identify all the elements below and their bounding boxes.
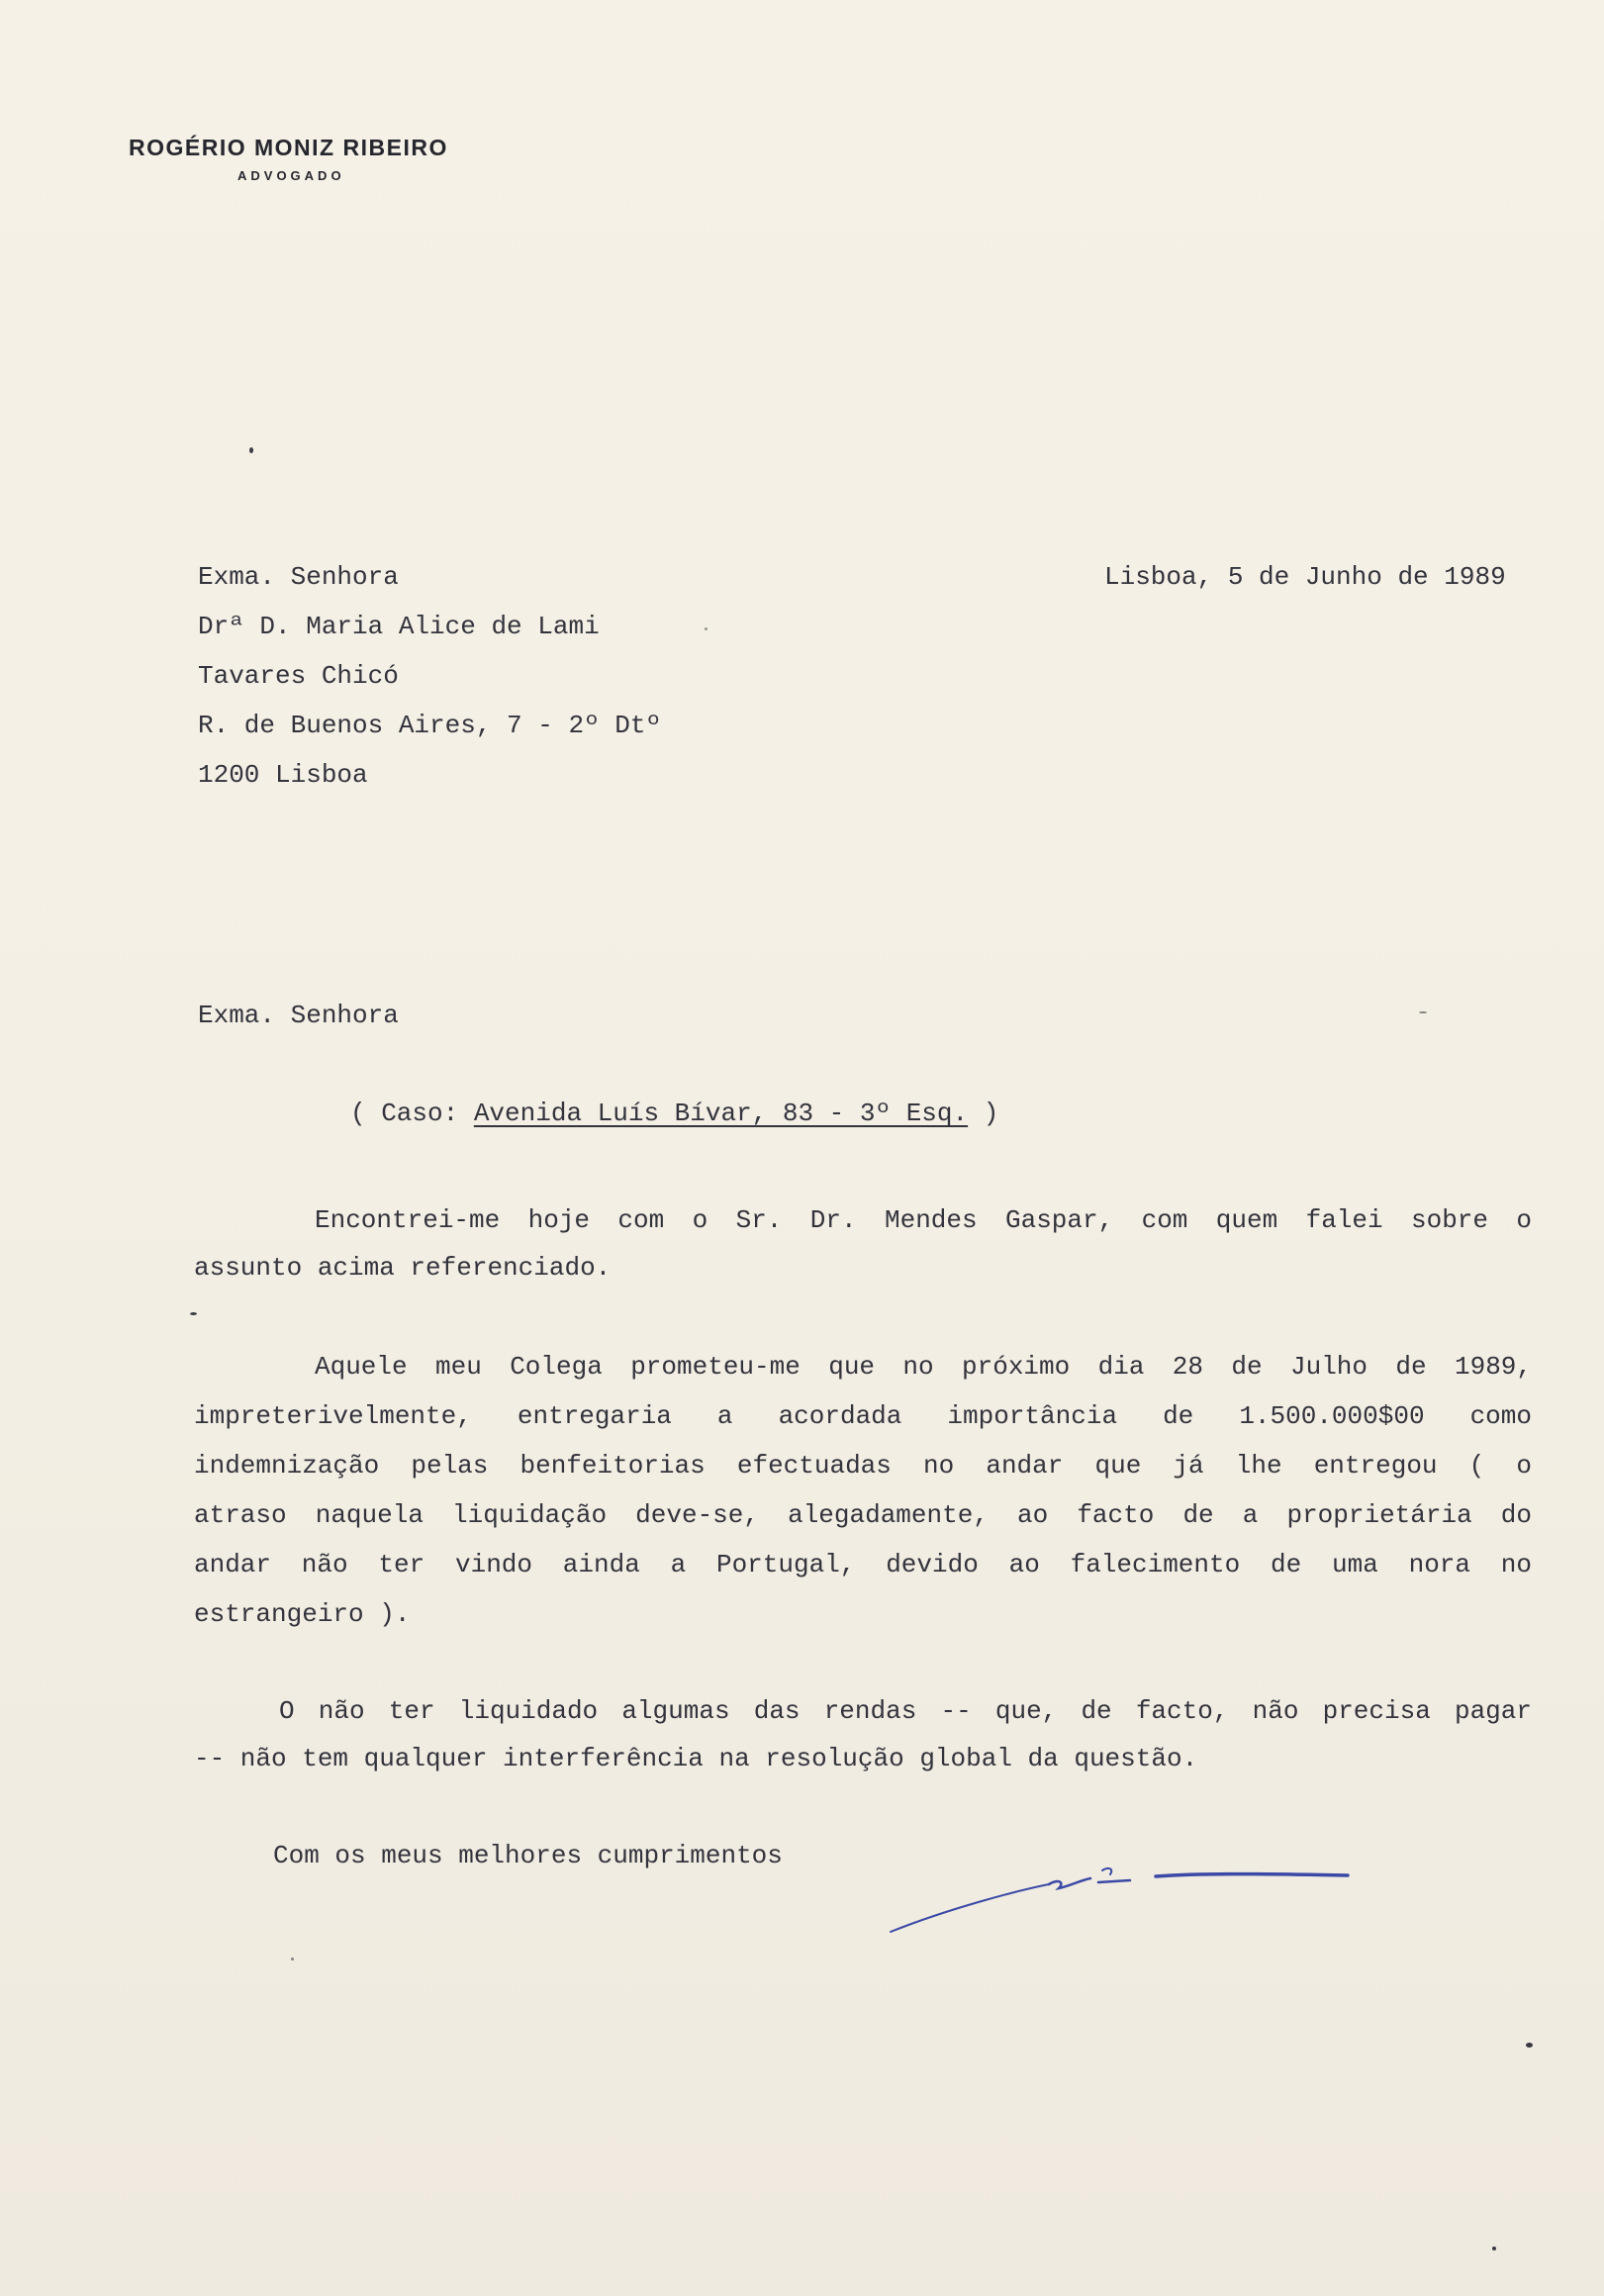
paragraph-line: indemnização pelas benfeitorias efectuadas no andar que já lhe entregou ( o xyxy=(194,1451,1532,1481)
letter-date: Lisboa, 5 de Junho de 1989 xyxy=(1104,562,1506,592)
signature-stroke xyxy=(1156,1874,1348,1876)
paragraph-line: assunto acima referenciado. xyxy=(194,1253,612,1283)
paragraph-line: impreterivelmente, entregaria a acordada importância de 1.500.000$00 como xyxy=(194,1401,1532,1431)
paper-speck xyxy=(249,447,253,453)
recipient-line: Drª D. Maria Alice de Lami xyxy=(198,612,600,641)
signature-stroke xyxy=(1102,1868,1111,1874)
subject-prefix: ( Caso: xyxy=(350,1099,474,1128)
letterhead-name: ROGÉRIO MONIZ RIBEIRO xyxy=(129,135,448,160)
paragraph-line: estrangeiro ). xyxy=(194,1599,411,1629)
paragraph-line: -- não tem qualquer interferência na resolução global da questão. xyxy=(194,1744,1198,1773)
paper-speck xyxy=(1492,2247,1496,2250)
subject-line xyxy=(350,1100,998,1126)
paper-speck xyxy=(1526,2043,1533,2048)
paper-speck xyxy=(190,1312,197,1315)
letterhead-title: ADVOGADO xyxy=(237,168,345,183)
signature-stroke xyxy=(891,1884,1049,1932)
recipient-line: 1200 Lisboa xyxy=(198,760,368,790)
paper-speck xyxy=(291,1958,294,1961)
paragraph-line: O não ter liquidado algumas das rendas -- que, de facto, não precisa pagar xyxy=(279,1696,1532,1726)
paper-speck xyxy=(705,627,708,630)
paragraph-line: Encontrei-me hoje com o Sr. Dr. Mendes Gaspar, com quem falei sobre o xyxy=(315,1205,1532,1235)
recipient-line: Tavares Chicó xyxy=(198,661,399,691)
closing: Com os meus melhores cumprimentos xyxy=(273,1841,783,1870)
paper-speck xyxy=(1419,1011,1427,1013)
recipient-line: R. de Buenos Aires, 7 - 2º Dtº xyxy=(198,711,662,740)
salutation: Exma. Senhora xyxy=(198,1001,399,1030)
subject-underlined: Avenida Luís Bívar, 83 - 3º Esq. xyxy=(473,1099,969,1128)
signature-stroke xyxy=(1098,1880,1130,1882)
signature-stroke xyxy=(1049,1878,1090,1888)
signature xyxy=(871,1861,1385,1989)
subject-suffix: ) xyxy=(968,1099,999,1128)
paragraph-line: atraso naquela liquidação deve-se, alegadamente, ao facto de a proprietária do xyxy=(194,1500,1532,1530)
paragraph-line: Aquele meu Colega prometeu-me que no próximo dia 28 de Julho de 1989, xyxy=(315,1352,1532,1382)
paragraph-line: andar não ter vindo ainda a Portugal, devido ao falecimento de uma nora no xyxy=(194,1550,1532,1579)
recipient-line: Exma. Senhora xyxy=(198,562,399,592)
